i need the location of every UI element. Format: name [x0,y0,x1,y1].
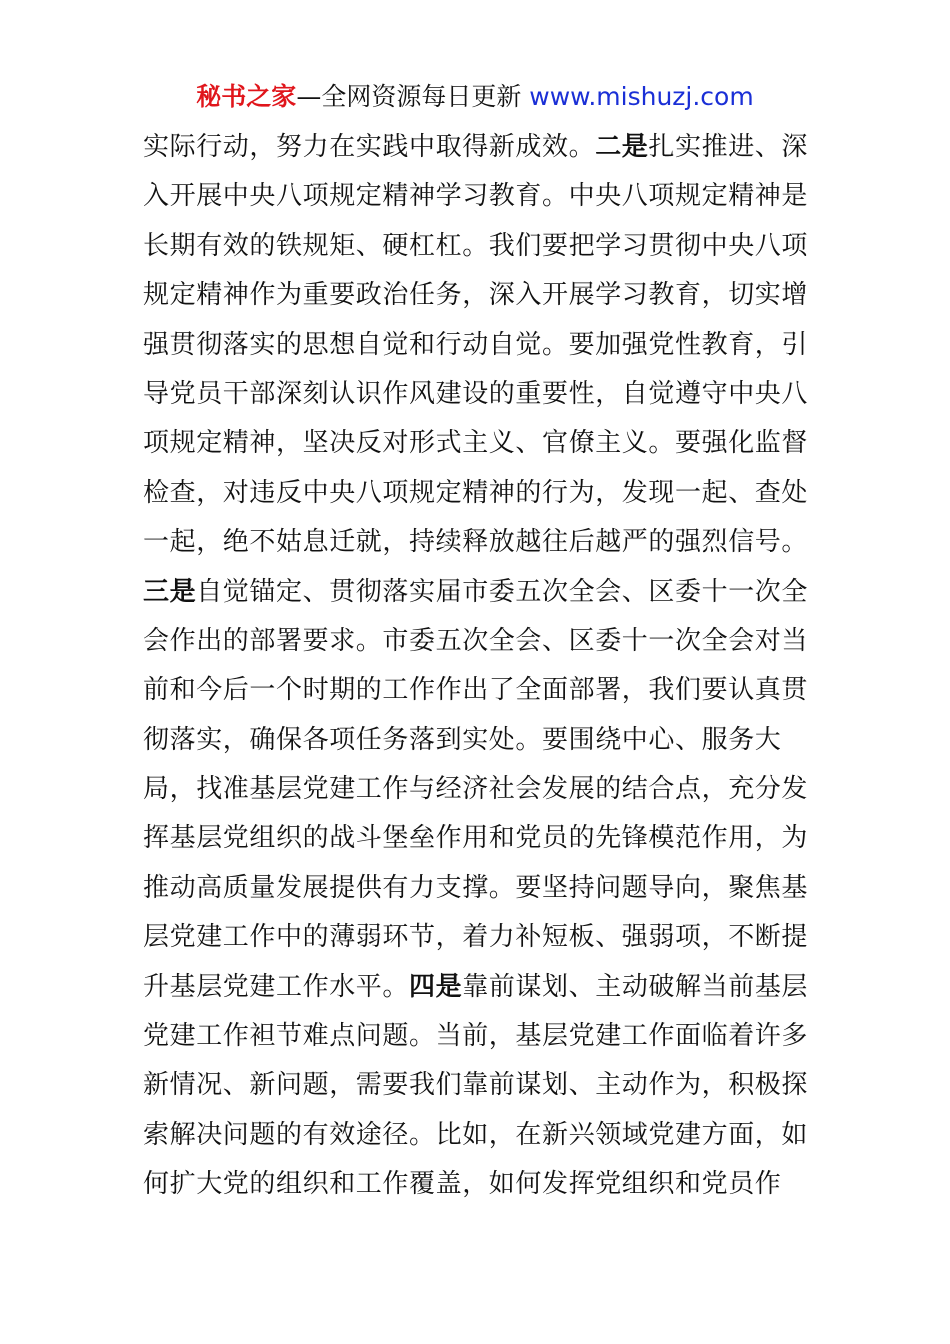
document-body [143,123,809,1210]
text-line [143,419,809,468]
line-text: 一起，绝不姑息迁就，持续释放越往后越严的强烈信号。 [143,527,809,558]
text-line [143,123,809,172]
line-text: 项规定精神，坚决反对形式主义、官僚主义。要强化监督 [143,428,809,459]
text-line [143,172,809,221]
text-line [143,864,809,913]
text-line [143,469,809,518]
text-line [143,913,809,962]
line-text: 扎实推进、深 [648,132,809,162]
line-text: 索解决问题的有效途径。比如，在新兴领域党建方面，如 [143,1119,809,1150]
text-line [143,568,809,617]
text-line [143,370,809,419]
line-text: 实际行动，努力在实践中取得新成效。 [143,132,596,162]
text-line [143,321,809,370]
line-text: 导党员干部深刻认识作风建设的重要性，自觉遵守中央八 [143,378,809,409]
site-tagline: —全网资源每日更新 [296,82,522,111]
line-text: 党建工作袒节难点问题。当前，基层党建工作面临着许多 [143,1021,809,1052]
line-text: 层党建工作中的薄弱环节，着力补短板、强弱项，不断提 [143,922,809,953]
bold-lead: 四是 [409,971,463,1002]
line-text: 强贯彻落实的思想自觉和行动自觉。要加强党性教育，引 [143,329,809,360]
text-line [143,963,809,1012]
bold-lead: 三是 [143,576,197,607]
line-text: 规定精神作为重要政治任务，深入开展学习教育，切实增 [143,280,809,311]
line-text: 靠前谋划、主动破解当前基层 [462,971,809,1002]
site-url[interactable]: www.mishuzj.com [529,82,754,111]
line-text: 前和今后一个时期的工作作出了全面部署，我们要认真贯 [143,675,809,706]
text-line [143,716,809,765]
text-line [143,666,809,715]
page-header [0,80,950,114]
text-line [143,765,809,814]
text-line [143,271,809,320]
line-text: 自觉锚定、贯彻落实届市委五次全会、区委十一次全 [196,576,809,607]
line-text: 何扩大党的组织和工作覆盖，如何发挥党组织和党员作 [143,1169,782,1200]
text-line [143,518,809,567]
line-text: 挥基层党组织的战斗堡垒作用和党员的先锋模范作用，为 [143,823,809,854]
bold-lead: 二是 [595,132,649,162]
site-brand: 秘书之家 [196,82,297,111]
line-text: 彻落实，确保各项任务落到实处。要围绕中心、服务大 [143,724,782,755]
line-text: 升基层党建工作水平。 [143,971,410,1002]
text-line [143,1160,809,1209]
text-line [143,1061,809,1110]
line-text: 入开展中央八项规定精神学习教育。中央八项规定精神是 [143,181,809,212]
line-text: 推动高质量发展提供有力支撑。要坚持问题导向，聚焦基 [143,872,809,903]
line-text: 长期有效的铁规矩、硬杠杠。我们要把学习贯彻中央八项 [143,230,809,261]
line-text: 检查，对违反中央八项规定精神的行为，发现一起、查处 [143,477,809,508]
line-text: 局，找准基层党建工作与经济社会发展的结合点，充分发 [143,774,809,805]
text-line [143,814,809,863]
text-line [143,222,809,271]
line-text: 会作出的部署要求。市委五次全会、区委十一次全会对当 [143,625,809,656]
text-line [143,1012,809,1061]
text-line [143,1111,809,1160]
line-text: 新情况、新问题，需要我们靠前谋划、主动作为，积极探 [143,1070,809,1101]
text-line [143,617,809,666]
